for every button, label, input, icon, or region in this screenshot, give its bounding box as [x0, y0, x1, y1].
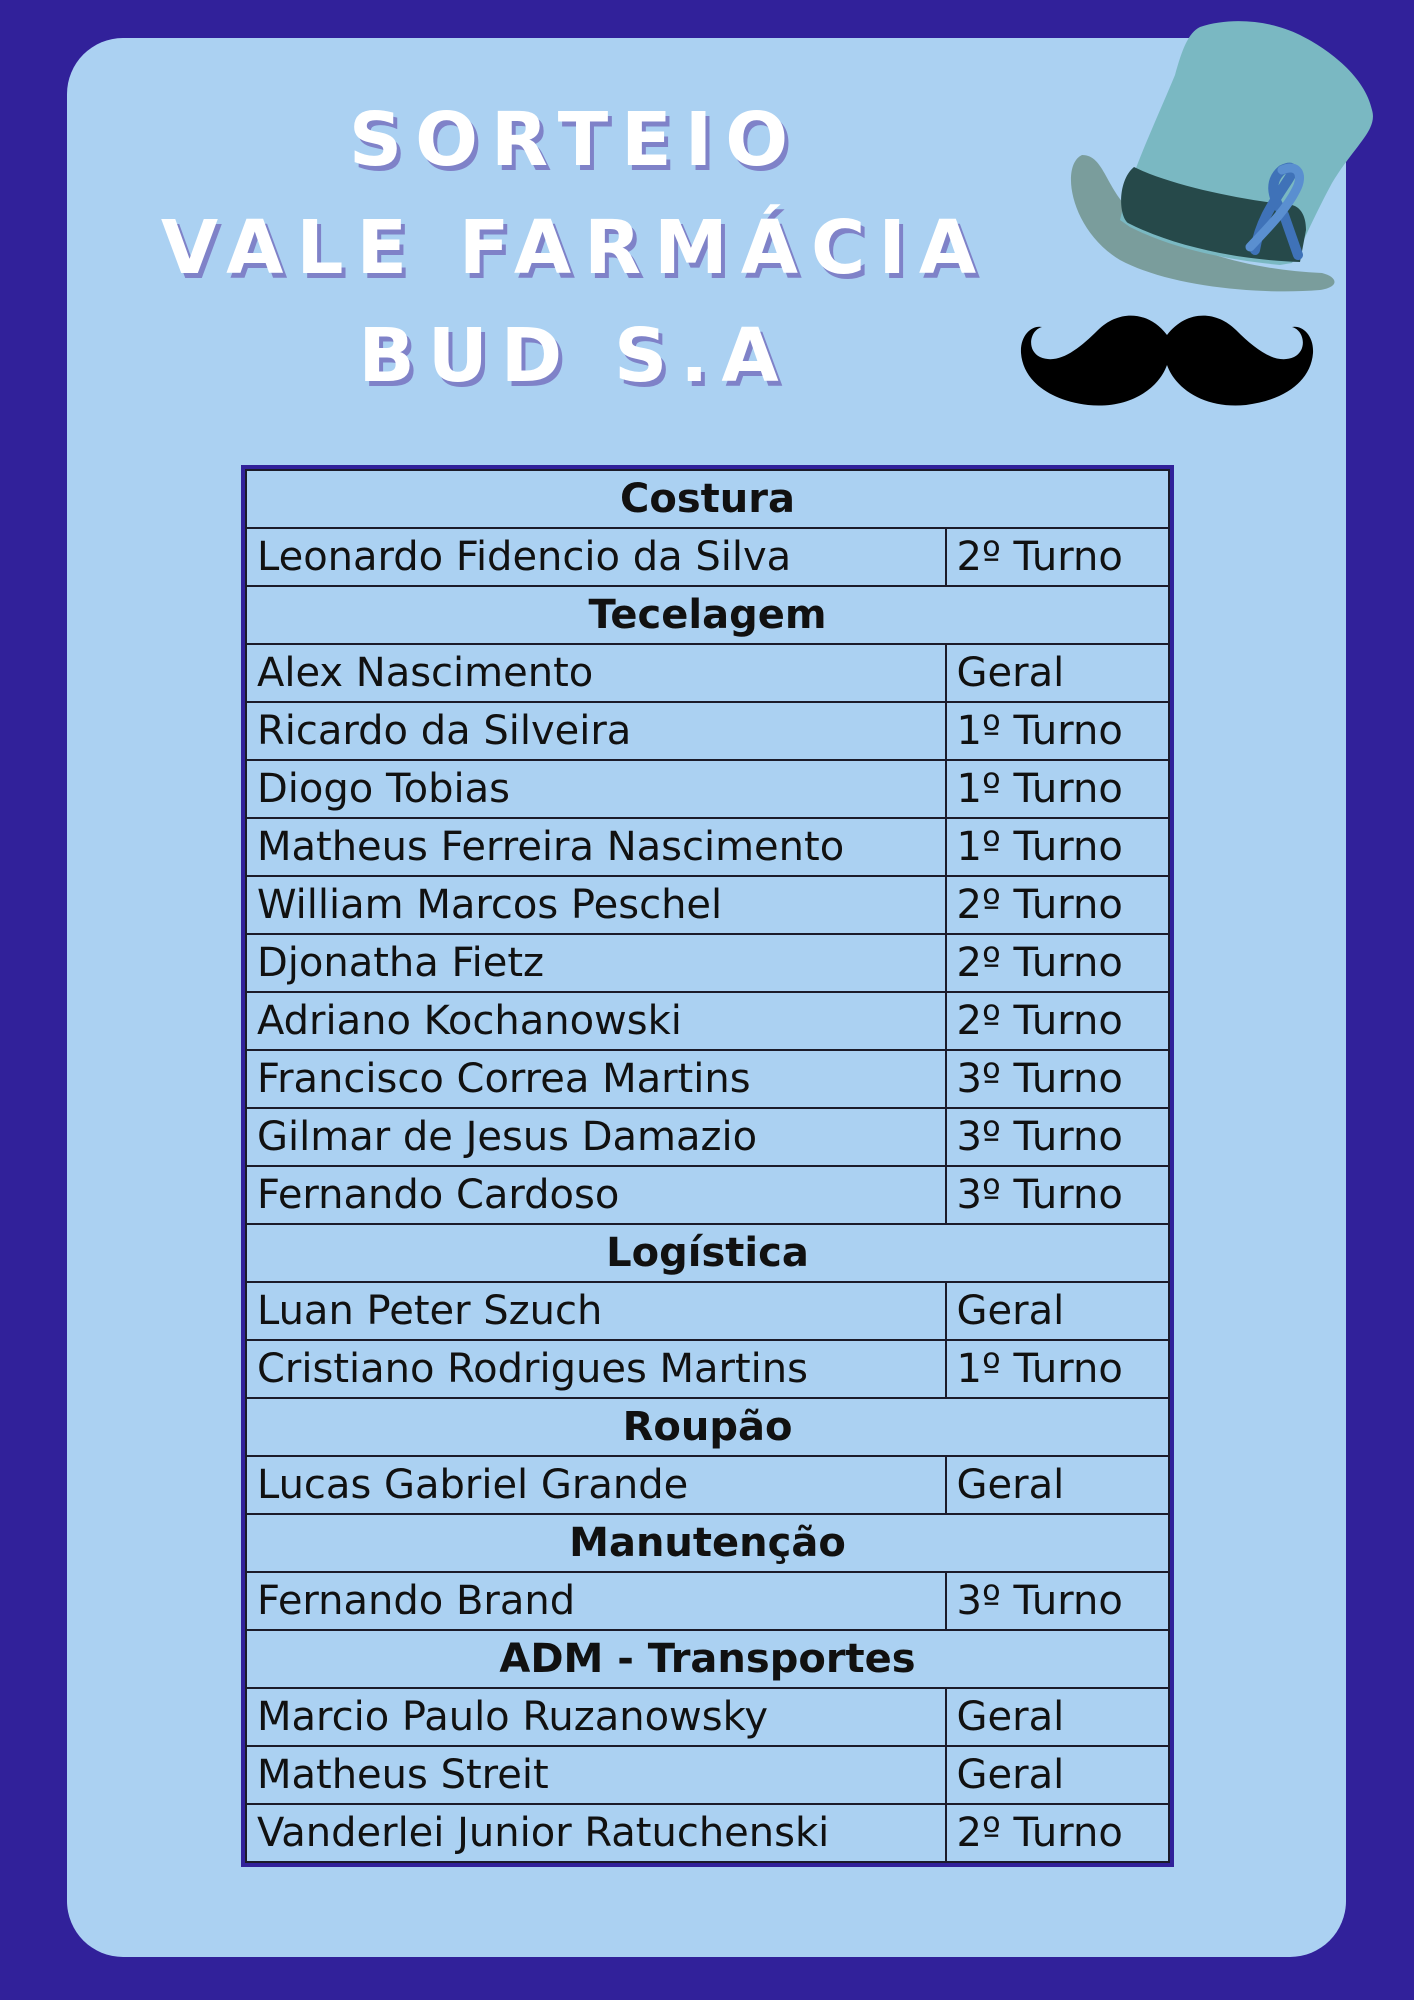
table-row — [246, 1340, 1169, 1398]
section-header-row — [246, 470, 1169, 528]
employee-name: William Marcos Peschel — [246, 876, 946, 934]
title-line-2: VALE FARMÁCIA — [160, 205, 990, 291]
employee-shift: 1º Turno — [946, 1340, 1169, 1398]
employee-shift: 2º Turno — [946, 992, 1169, 1050]
employee-name: Gilmar de Jesus Damazio — [246, 1108, 946, 1166]
employee-name: Adriano Kochanowski — [246, 992, 946, 1050]
employee-name: Leonardo Fidencio da Silva — [246, 528, 946, 586]
table-row — [246, 1166, 1169, 1224]
title-line-3: BUD S.A — [358, 313, 792, 399]
employee-shift: Geral — [946, 1746, 1169, 1804]
mustache-icon — [1018, 305, 1316, 415]
employee-name: Matheus Streit — [246, 1746, 946, 1804]
table-row — [246, 818, 1169, 876]
table-row — [246, 1572, 1169, 1630]
table-row — [246, 760, 1169, 818]
table-row — [246, 1688, 1169, 1746]
employee-shift: 1º Turno — [946, 702, 1169, 760]
table-row — [246, 1804, 1169, 1862]
employee-shift: 2º Turno — [946, 934, 1169, 992]
employee-name: Fernando Brand — [246, 1572, 946, 1630]
section-header-row — [246, 586, 1169, 644]
employee-name: Luan Peter Szuch — [246, 1282, 946, 1340]
top-hat-icon — [1060, 15, 1380, 295]
section-name: Roupão — [246, 1398, 1169, 1456]
section-name: ADM - Transportes — [246, 1630, 1169, 1688]
section-name: Tecelagem — [246, 586, 1169, 644]
employee-name: Vanderlei Junior Ratuchenski — [246, 1804, 946, 1862]
employee-name: Francisco Correa Martins — [246, 1050, 946, 1108]
employee-name: Ricardo da Silveira — [246, 702, 946, 760]
section-header-row — [246, 1630, 1169, 1688]
employee-shift: 2º Turno — [946, 1804, 1169, 1862]
employee-shift: Geral — [946, 1456, 1169, 1514]
table-row — [246, 934, 1169, 992]
employee-name: Lucas Gabriel Grande — [246, 1456, 946, 1514]
title-line-1: SORTEIO — [348, 97, 802, 183]
poster-title — [160, 86, 990, 410]
winners-table — [241, 465, 1174, 1867]
table-row — [246, 1050, 1169, 1108]
employee-shift: 3º Turno — [946, 1572, 1169, 1630]
table-row — [246, 644, 1169, 702]
employee-shift: 2º Turno — [946, 876, 1169, 934]
employee-shift: 3º Turno — [946, 1166, 1169, 1224]
employee-name: Marcio Paulo Ruzanowsky — [246, 1688, 946, 1746]
employee-shift: 1º Turno — [946, 760, 1169, 818]
employee-name: Cristiano Rodrigues Martins — [246, 1340, 946, 1398]
employee-shift: 2º Turno — [946, 528, 1169, 586]
employee-name: Alex Nascimento — [246, 644, 946, 702]
section-header-row — [246, 1398, 1169, 1456]
employee-name: Fernando Cardoso — [246, 1166, 946, 1224]
employee-shift: Geral — [946, 1282, 1169, 1340]
section-name: Costura — [246, 470, 1169, 528]
table-row — [246, 1282, 1169, 1340]
employee-name: Djonatha Fietz — [246, 934, 946, 992]
employee-shift: Geral — [946, 644, 1169, 702]
section-header-row — [246, 1514, 1169, 1572]
employee-shift: 3º Turno — [946, 1108, 1169, 1166]
employee-shift: 1º Turno — [946, 818, 1169, 876]
table-row — [246, 1746, 1169, 1804]
table-row — [246, 1456, 1169, 1514]
section-name: Logística — [246, 1224, 1169, 1282]
table-row — [246, 702, 1169, 760]
table-row — [246, 992, 1169, 1050]
employee-name: Matheus Ferreira Nascimento — [246, 818, 946, 876]
employee-shift: Geral — [946, 1688, 1169, 1746]
employee-shift: 3º Turno — [946, 1050, 1169, 1108]
section-name: Manutenção — [246, 1514, 1169, 1572]
table-row — [246, 876, 1169, 934]
section-header-row — [246, 1224, 1169, 1282]
table-row — [246, 1108, 1169, 1166]
employee-name: Diogo Tobias — [246, 760, 946, 818]
table-row — [246, 528, 1169, 586]
